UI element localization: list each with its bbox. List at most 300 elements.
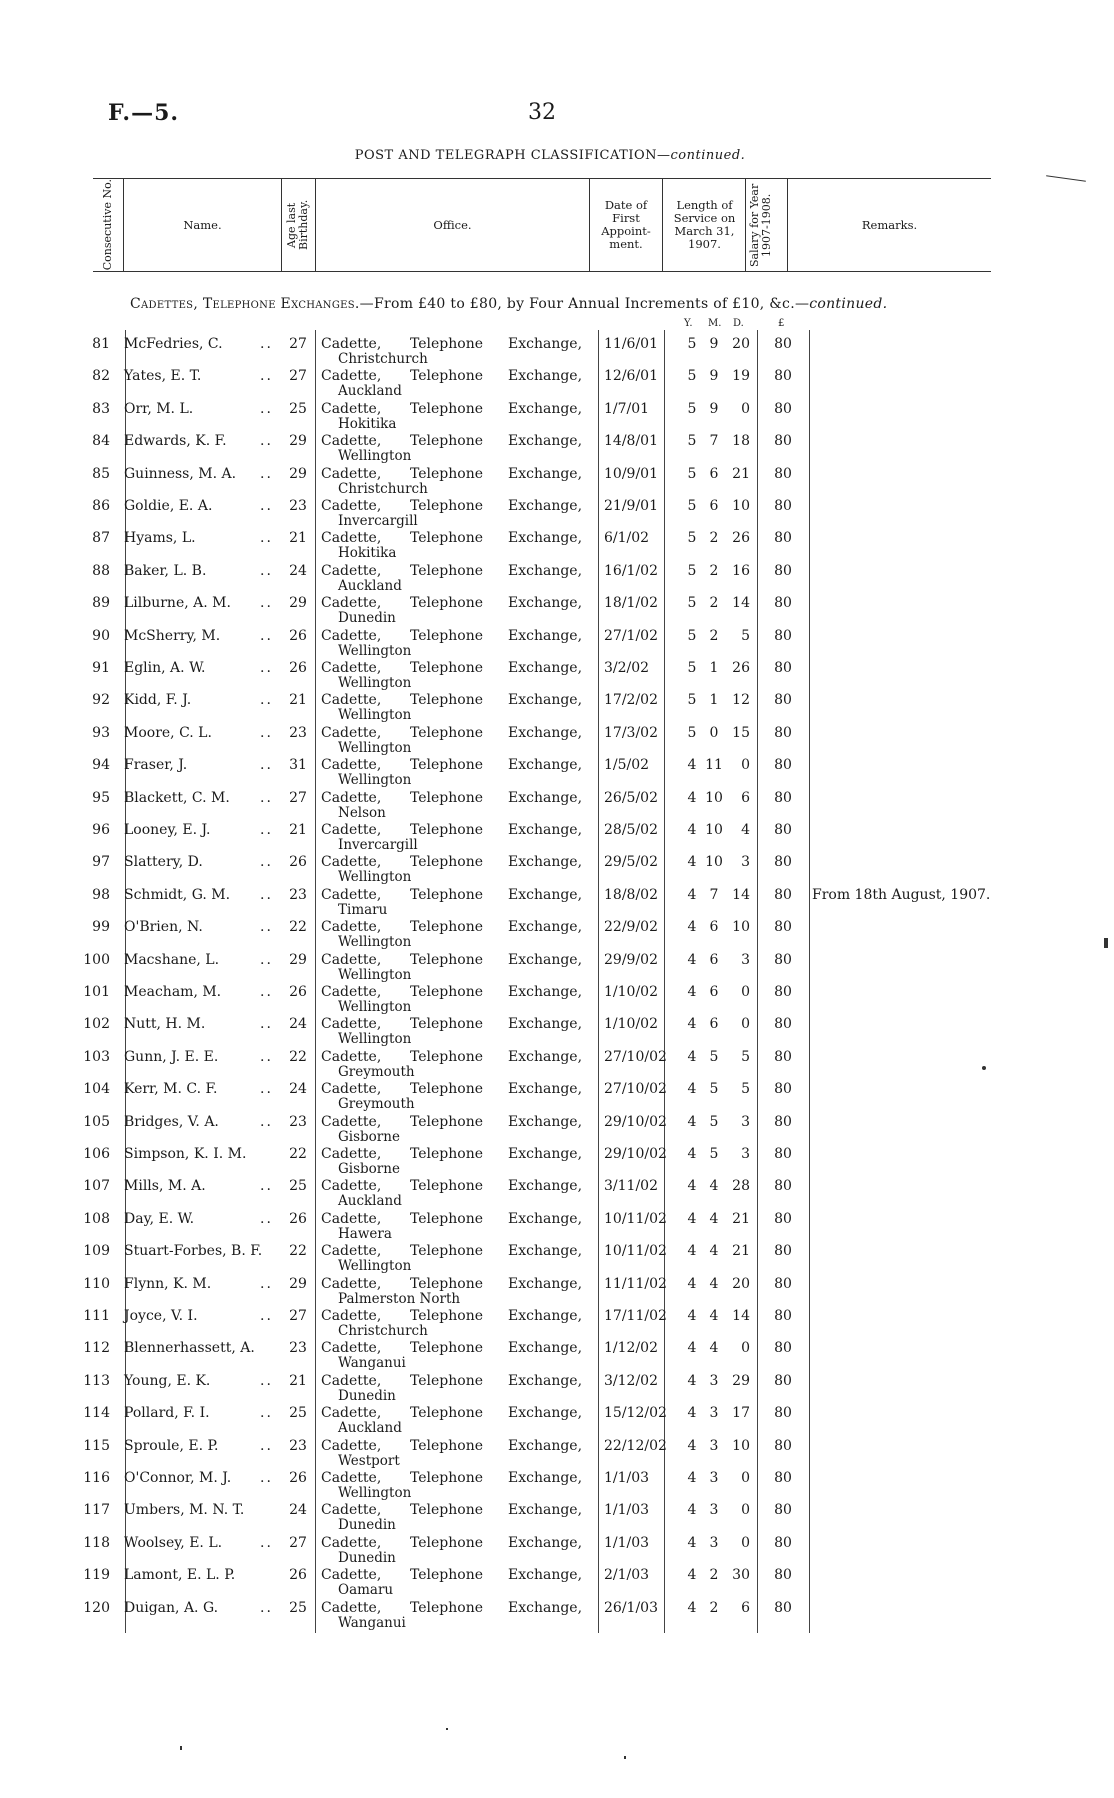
row-age: 26 [289,627,307,644]
row-office-exchange: Exchange, [508,1081,583,1098]
row-office-telephone: Telephone [410,1113,484,1130]
section-continued: continued. [809,296,888,312]
row-date-first: 22/9/02 [604,919,658,936]
row-leader-dots: .. [260,919,273,936]
row-age: 24 [289,1502,307,1519]
row-office-telephone: Telephone [410,1567,484,1584]
row-office-telephone: Telephone [410,1599,484,1616]
row-months: 5 [709,1113,719,1130]
row-age: 22 [289,1243,307,1260]
row-office-telephone: Telephone [410,1340,484,1357]
row-months: 9 [709,336,719,352]
row-office-exchange: Exchange, [508,724,583,741]
row-years: 4 [687,1502,697,1519]
row-months: 9 [709,368,719,385]
row-days: 15 [732,724,750,741]
row-office-exchange: Exchange, [508,757,583,774]
row-office-town: Greymouth [338,1096,415,1113]
row-salary: 80 [774,789,792,806]
row-age: 24 [289,1016,307,1033]
row-date-first: 26/5/02 [604,789,658,806]
row-years: 5 [687,465,697,482]
row-office-cadette: Cadette, [321,530,382,547]
table-row [0,1432,1114,1469]
row-leader-dots: .. [260,595,273,612]
row-office-telephone: Telephone [410,1243,484,1260]
row-office-exchange: Exchange, [508,336,583,352]
row-leader-dots: .. [260,530,273,547]
row-months: 6 [709,951,719,968]
table-row [0,330,1114,367]
row-office-cadette: Cadette, [321,595,382,612]
row-age: 23 [289,724,307,741]
row-date-first: 17/2/02 [604,692,658,709]
row-office-telephone: Telephone [410,400,484,417]
row-number: 90 [92,627,110,644]
row-office-exchange: Exchange, [508,627,583,644]
sheet-code: F.—5. [108,100,180,126]
row-office-telephone: Telephone [410,498,484,514]
row-date-first: 27/10/02 [604,1081,667,1098]
row-leader-dots: .. [260,336,273,352]
row-number: 103 [83,1048,110,1065]
row-months: 7 [709,433,719,450]
row-number: 87 [92,530,110,547]
row-years: 4 [687,1567,697,1584]
row-months: 0 [709,724,719,741]
table-row [0,1205,1114,1242]
row-years: 5 [687,660,697,676]
table-row [0,1075,1114,1113]
row-office-cadette: Cadette, [321,1437,382,1454]
table-row [0,622,1114,659]
row-years: 4 [687,854,697,871]
row-salary: 80 [774,886,792,903]
row-office-exchange: Exchange, [508,1016,583,1033]
table-row [0,881,1114,918]
row-office-cadette: Cadette, [321,1048,382,1065]
row-office-exchange: Exchange, [508,595,583,612]
row-leader-dots: .. [260,498,273,514]
title-text: POST AND TELEGRAPH CLASSIFICATION— [354,148,671,163]
row-number: 100 [83,951,110,968]
row-leader-dots: .. [260,1470,273,1486]
row-months: 2 [709,1599,719,1616]
row-office-town: Wellington [338,739,412,756]
scan-mark [180,1746,182,1750]
row-office-town: Dunedin [338,1517,396,1534]
row-office-telephone: Telephone [410,368,484,385]
row-age: 25 [289,1599,307,1616]
row-salary: 80 [774,400,792,417]
row-months: 4 [709,1308,719,1324]
row-name: Guinness, M. A. [124,465,237,482]
row-office-town: Dunedin [338,1549,396,1566]
row-months: 4 [709,1243,719,1260]
row-number: 119 [83,1567,110,1584]
row-office-cadette: Cadette, [321,433,382,450]
row-age: 29 [289,951,307,968]
row-months: 3 [709,1372,719,1389]
row-number: 82 [92,368,110,385]
row-years: 5 [687,368,697,385]
row-salary: 80 [774,336,792,352]
row-office-telephone: Telephone [410,757,484,774]
row-number: 120 [83,1599,110,1616]
row-name: Macshane, L. [124,951,220,968]
row-number: 95 [92,789,110,806]
row-months: 6 [709,1016,719,1033]
row-leader-dots: .. [260,465,273,482]
row-leader-dots: .. [260,1534,273,1551]
header-consecutive-no [93,179,124,271]
row-office-town: Wellington [338,1258,412,1275]
row-office-cadette: Cadette, [321,400,382,417]
row-name: Young, E. K. [124,1372,211,1389]
row-office-exchange: Exchange, [508,1113,583,1130]
row-number: 112 [83,1340,110,1357]
row-office-town: Wellington [338,642,412,659]
row-years: 4 [687,1534,697,1551]
row-age: 23 [289,886,307,903]
row-age: 26 [289,854,307,871]
row-months: 10 [705,854,723,871]
row-age: 29 [289,595,307,612]
row-name: Kidd, F. J. [124,692,192,709]
row-months: 5 [709,1146,719,1162]
row-office-exchange: Exchange, [508,1470,583,1486]
row-leader-dots: .. [260,1210,273,1227]
table-row [0,395,1114,432]
row-office-telephone: Telephone [410,1048,484,1065]
row-office-telephone: Telephone [410,1437,484,1454]
table-row [0,913,1114,951]
row-office-cadette: Cadette, [321,886,382,903]
row-days: 18 [732,433,750,450]
row-years: 5 [687,336,697,352]
row-leader-dots: .. [260,789,273,806]
row-months: 2 [709,595,719,612]
table-row [0,1010,1114,1048]
row-years: 5 [687,498,697,514]
row-leader-dots: .. [260,400,273,417]
row-leader-dots: .. [260,1081,273,1098]
row-leader-dots: .. [260,1048,273,1065]
row-office-exchange: Exchange, [508,400,583,417]
row-days: 14 [732,886,750,903]
row-days: 19 [732,368,750,385]
row-months: 2 [709,530,719,547]
row-office-town: Timaru [338,901,388,918]
table-row [0,1043,1114,1080]
row-age: 22 [289,1048,307,1065]
row-salary: 80 [774,1210,792,1227]
row-days: 16 [732,562,750,579]
row-years: 4 [687,919,697,936]
row-salary: 80 [774,1502,792,1519]
row-number: 105 [83,1113,110,1130]
row-salary: 80 [774,627,792,644]
row-office-exchange: Exchange, [508,692,583,709]
row-name: Goldie, E. A. [124,498,213,514]
row-salary: 80 [774,724,792,741]
row-office-telephone: Telephone [410,886,484,903]
row-office-exchange: Exchange, [508,1372,583,1389]
row-office-town: Auckland [338,1193,402,1210]
row-years: 4 [687,1081,697,1098]
row-months: 6 [709,498,719,514]
row-office-cadette: Cadette, [321,692,382,709]
row-name: Looney, E. J. [124,822,211,838]
unit-pound: £ [778,318,785,329]
row-number: 118 [83,1534,110,1551]
row-number: 83 [92,400,110,417]
row-number: 88 [92,562,110,579]
row-leader-dots: .. [260,562,273,579]
row-date-first: 1/5/02 [604,757,650,774]
row-salary: 80 [774,1178,792,1195]
row-salary: 80 [774,1275,792,1292]
section-rate: —From £40 to £80, by Four Annual Increments of £10, &c.— [359,296,810,312]
scan-mark [446,1728,448,1730]
row-date-first: 1/12/02 [604,1340,658,1357]
row-office-town: Wellington [338,966,412,983]
section-heading [130,296,990,312]
row-salary: 80 [774,660,792,676]
row-number: 113 [83,1372,110,1389]
row-years: 4 [687,1048,697,1065]
row-name: Gunn, J. E. E. [124,1048,219,1065]
table-row [0,978,1114,1015]
table-row [0,848,1114,886]
row-date-first: 3/11/02 [604,1178,658,1195]
row-office-cadette: Cadette, [321,822,382,838]
row-leader-dots: .. [260,368,273,385]
row-leader-dots: .. [260,984,273,1000]
row-office-town: Invercargill [338,837,418,853]
row-number: 109 [83,1243,110,1260]
row-age: 29 [289,1275,307,1292]
row-number: 86 [92,498,110,514]
row-office-telephone: Telephone [410,1146,484,1162]
row-office-cadette: Cadette, [321,757,382,774]
row-months: 4 [709,1275,719,1292]
row-office-cadette: Cadette, [321,660,382,676]
row-remarks: From 18th August, 1907. [812,886,991,903]
row-leader-dots: .. [260,1372,273,1389]
row-leader-dots: .. [260,627,273,644]
row-office-town: Dunedin [338,1387,396,1404]
row-office-cadette: Cadette, [321,984,382,1000]
row-office-cadette: Cadette, [321,1275,382,1292]
row-age: 29 [289,433,307,450]
row-salary: 80 [774,1599,792,1616]
row-date-first: 14/8/01 [604,433,658,450]
row-salary: 80 [774,433,792,450]
page-number: 32 [528,100,556,125]
row-date-first: 17/3/02 [604,724,658,741]
row-salary: 80 [774,1567,792,1584]
row-months: 6 [709,919,719,936]
row-office-cadette: Cadette, [321,789,382,806]
row-office-telephone: Telephone [410,336,484,352]
row-office-telephone: Telephone [410,433,484,450]
row-years: 5 [687,692,697,709]
row-number: 81 [92,336,110,352]
row-salary: 80 [774,1534,792,1551]
row-leader-dots: .. [260,1405,273,1422]
header-salary-label: Salary for Year 1907-1908. [748,183,773,267]
row-salary: 80 [774,984,792,1000]
row-leader-dots: .. [260,886,273,903]
row-number: 107 [83,1178,110,1195]
row-office-cadette: Cadette, [321,498,382,514]
row-date-first: 26/1/03 [604,1599,658,1616]
row-days: 3 [741,1146,750,1162]
row-days: 5 [741,1081,750,1098]
row-name: Stuart-Forbes, B. F. [124,1243,263,1260]
row-office-telephone: Telephone [410,627,484,644]
row-salary: 80 [774,1405,792,1422]
row-date-first: 21/9/01 [604,498,658,514]
row-date-first: 3/12/02 [604,1372,658,1389]
row-office-telephone: Telephone [410,465,484,482]
table-row [0,1464,1114,1501]
row-leader-dots: .. [260,1599,273,1616]
row-office-exchange: Exchange, [508,562,583,579]
row-salary: 80 [774,1016,792,1033]
scan-mark [624,1756,626,1759]
row-salary: 80 [774,562,792,579]
row-office-exchange: Exchange, [508,433,583,450]
row-name: Baker, L. B. [124,562,207,579]
header-date-first-label: Date of First Appoint-ment. [601,198,651,251]
row-date-first: 29/10/02 [604,1113,667,1130]
row-office-telephone: Telephone [410,951,484,968]
row-years: 4 [687,757,697,774]
row-office-exchange: Exchange, [508,660,583,676]
row-age: 27 [289,789,307,806]
row-number: 84 [92,433,110,450]
row-date-first: 1/10/02 [604,1016,658,1033]
table-row [0,946,1114,983]
row-days: 28 [732,1178,750,1195]
row-date-first: 29/10/02 [604,1146,667,1162]
row-office-town: Wellington [338,675,412,691]
row-office-exchange: Exchange, [508,368,583,385]
row-office-cadette: Cadette, [321,627,382,644]
row-date-first: 29/5/02 [604,854,658,871]
row-date-first: 2/1/03 [604,1567,650,1584]
row-office-cadette: Cadette, [321,336,382,352]
header-age-label: Age last Birthday. [284,199,310,251]
row-months: 10 [705,822,723,838]
row-office-cadette: Cadette, [321,724,382,741]
table-row [0,1140,1114,1177]
title-continued: continued. [670,148,746,163]
row-age: 23 [289,1113,307,1130]
row-days: 14 [732,595,750,612]
row-date-first: 1/7/01 [604,400,650,417]
row-office-town: Greymouth [338,1063,415,1080]
row-days: 26 [732,530,750,547]
row-office-town: Nelson [338,804,386,821]
row-age: 25 [289,1178,307,1195]
row-years: 4 [687,1243,697,1260]
table-row [0,362,1114,400]
row-date-first: 3/2/02 [604,660,650,676]
row-office-town: Hokitika [338,545,397,562]
row-years: 5 [687,627,697,644]
table-row [0,1302,1114,1339]
row-date-first: 28/5/02 [604,822,658,838]
row-name: Kerr, M. C. F. [124,1081,218,1098]
row-office-cadette: Cadette, [321,1534,382,1551]
row-age: 22 [289,1146,307,1162]
row-months: 1 [709,692,719,709]
header-office-label: Office. [433,217,472,232]
header-salary [747,179,788,271]
row-days: 30 [732,1567,750,1584]
row-name: Bridges, V. A. [124,1113,219,1130]
row-years: 5 [687,595,697,612]
scan-mark [982,1066,986,1070]
row-years: 4 [687,1340,697,1357]
row-days: 5 [741,1048,750,1065]
row-office-exchange: Exchange, [508,1308,583,1324]
row-leader-dots: .. [260,757,273,774]
table-row [0,557,1114,594]
row-date-first: 10/11/02 [604,1210,667,1227]
row-office-exchange: Exchange, [508,854,583,871]
row-office-exchange: Exchange, [508,984,583,1000]
row-office-town: Auckland [338,1420,402,1437]
row-months: 4 [709,1340,719,1357]
row-name: Eglin, A. W. [124,660,206,676]
row-salary: 80 [774,822,792,838]
row-name: Flynn, K. M. [124,1275,212,1292]
row-age: 31 [289,757,307,774]
row-office-cadette: Cadette, [321,1308,382,1324]
row-office-town: Gisborne [338,1128,400,1145]
row-office-exchange: Exchange, [508,1534,583,1551]
unit-months: M. [708,318,722,329]
row-salary: 80 [774,465,792,482]
table-row [0,1561,1114,1599]
row-office-telephone: Telephone [410,1470,484,1486]
row-office-exchange: Exchange, [508,498,583,514]
row-office-telephone: Telephone [410,1534,484,1551]
row-office-cadette: Cadette, [321,1210,382,1227]
row-date-first: 11/11/02 [604,1275,667,1292]
row-leader-dots: .. [260,951,273,968]
row-date-first: 27/1/02 [604,627,658,644]
row-number: 92 [92,692,110,709]
row-salary: 80 [774,1340,792,1357]
row-office-town: Wellington [338,772,412,789]
row-office-cadette: Cadette, [321,1599,382,1616]
row-age: 23 [289,1437,307,1454]
row-age: 27 [289,336,307,352]
row-office-cadette: Cadette, [321,1146,382,1162]
row-office-telephone: Telephone [410,1210,484,1227]
row-office-exchange: Exchange, [508,789,583,806]
row-office-telephone: Telephone [410,530,484,547]
row-date-first: 6/1/02 [604,530,650,547]
row-leader-dots: .. [260,660,273,676]
scan-mark [1046,175,1086,182]
row-office-telephone: Telephone [410,984,484,1000]
